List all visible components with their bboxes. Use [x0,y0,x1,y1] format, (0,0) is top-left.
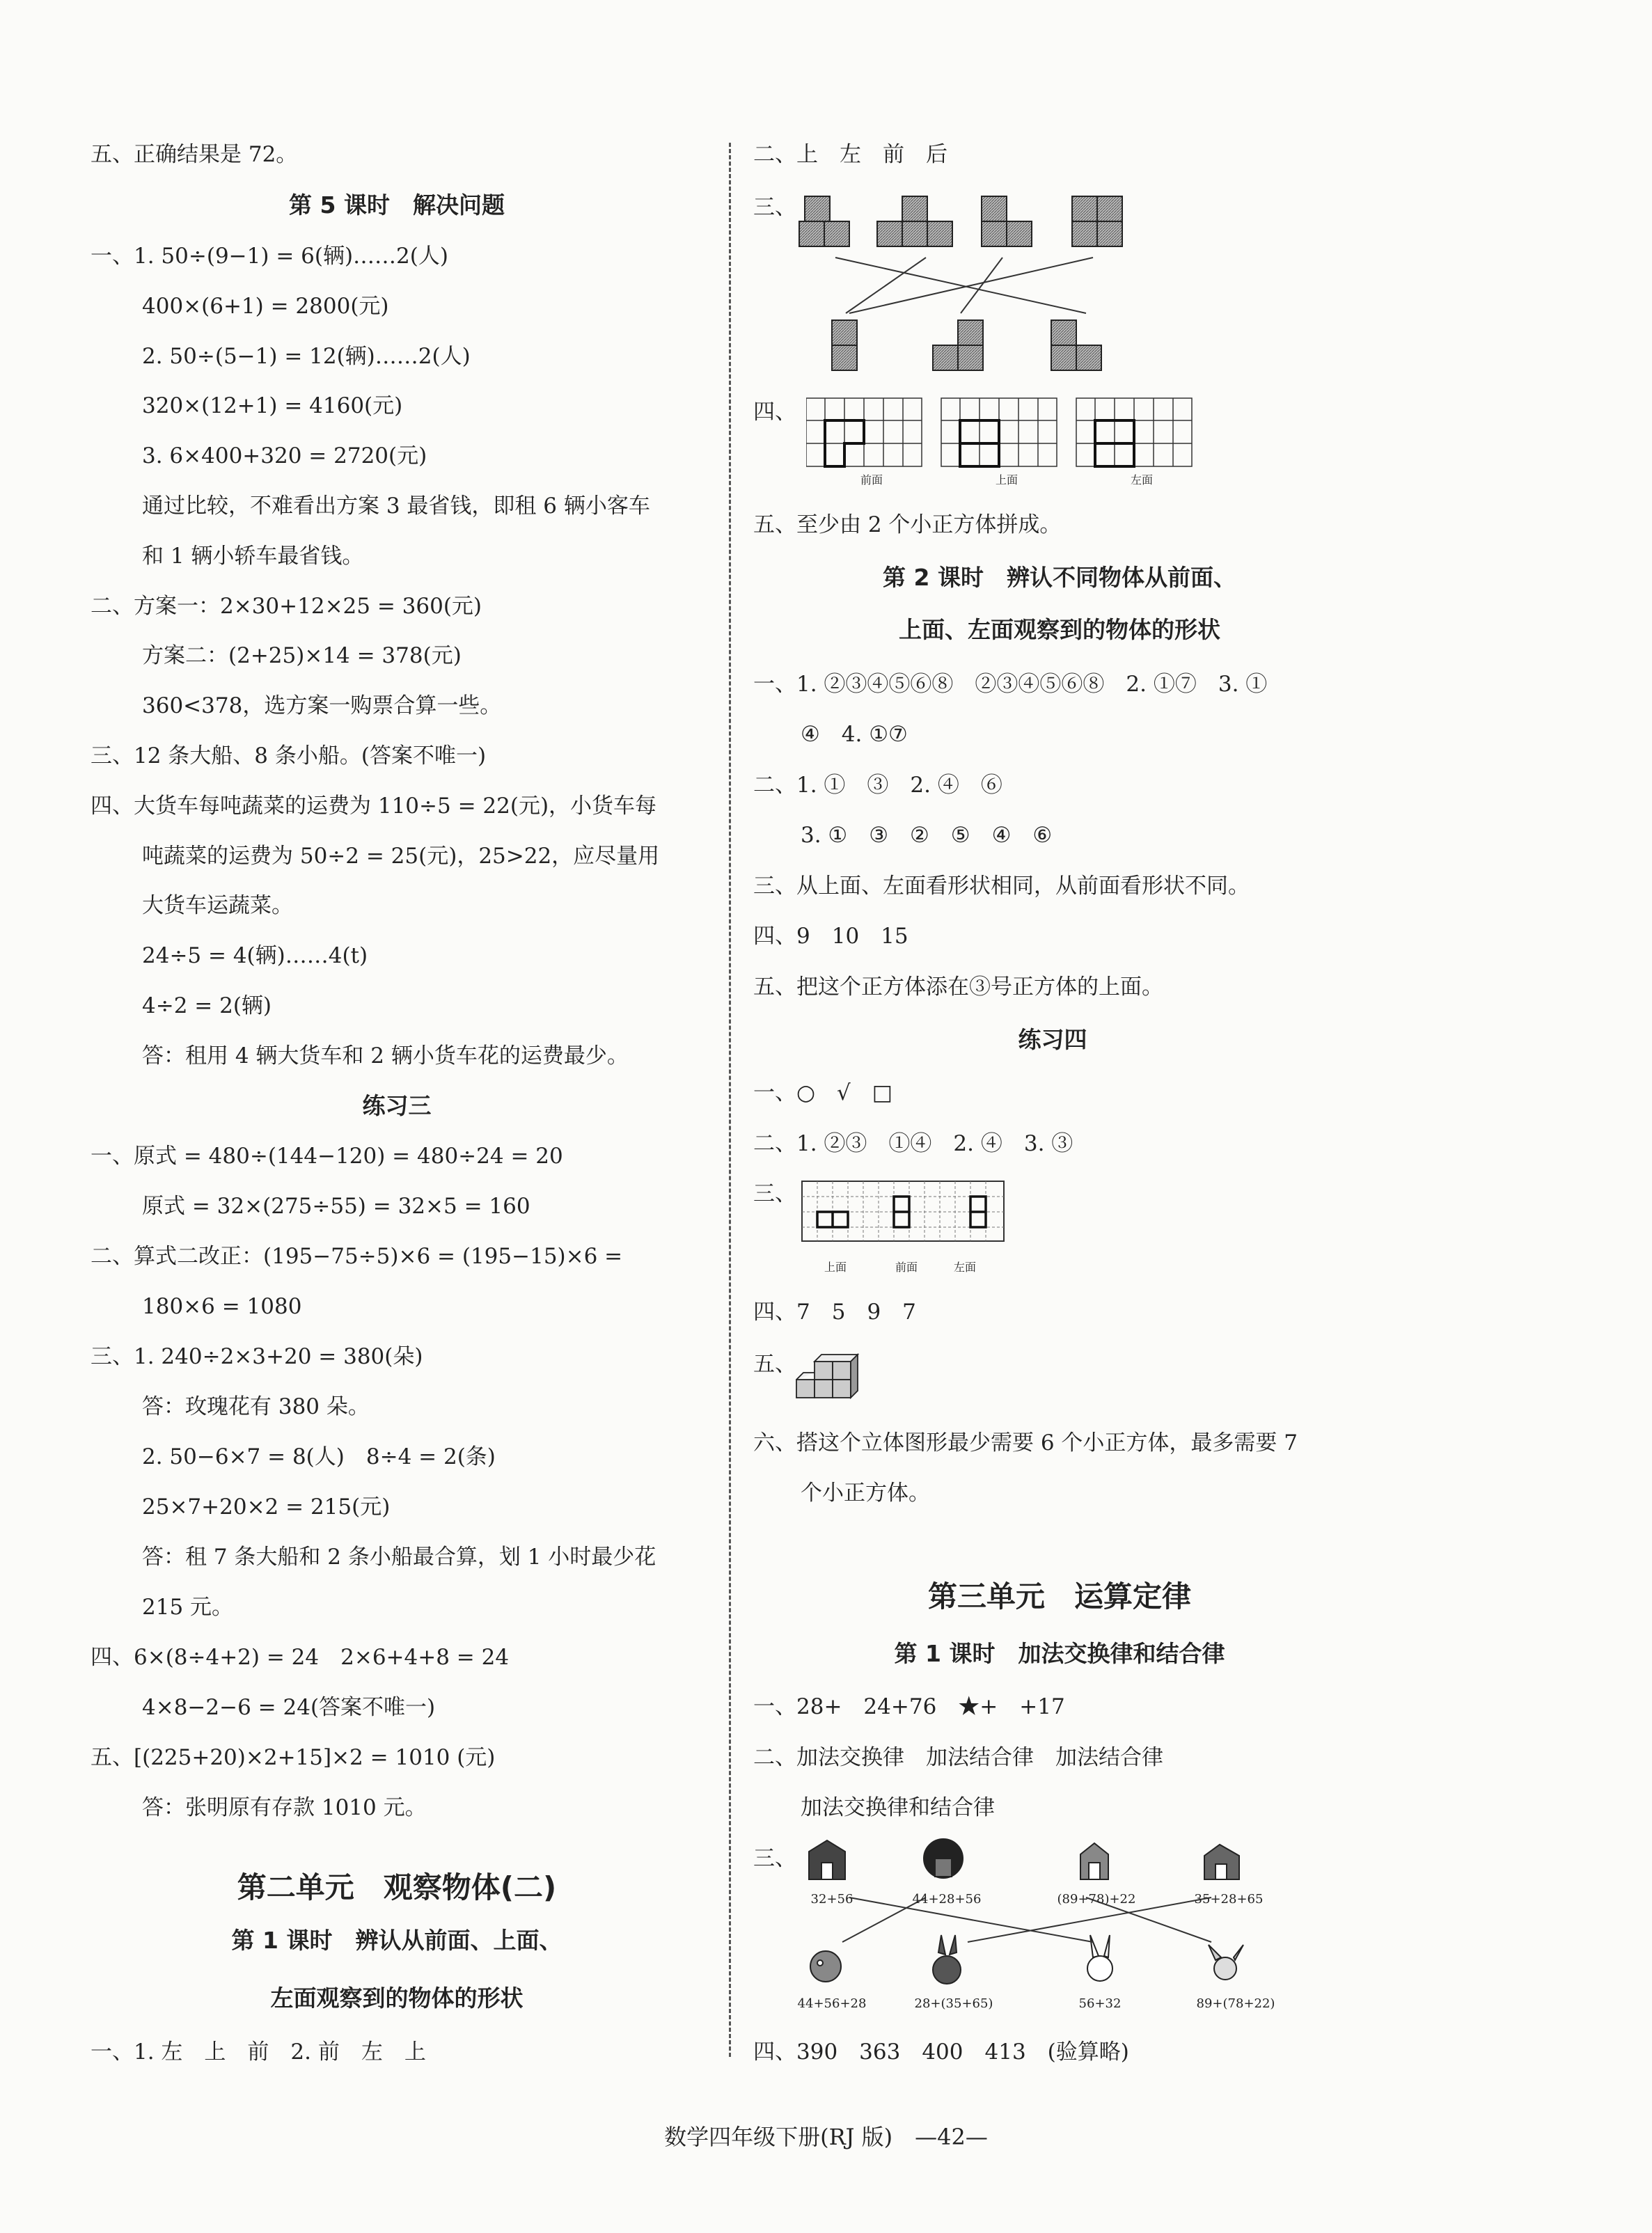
answer-line: 2. 50÷(5−1) = 12(辆)……2(人) [142,344,471,369]
grid-label: 前面 [895,1261,918,1274]
section-heading: 第 5 课时 解决问题 [289,191,505,219]
section-heading: 第 1 课时 加法交换律和结合律 [894,1640,1225,1667]
grid-label: 前面 [860,473,883,487]
top-expr: (89+78)+22 [1057,1892,1136,1907]
answer-line: 大货车运蔬菜。 [142,893,293,918]
answer-line: 答：张明原有存款 1010 元。 [142,1795,427,1820]
answer-line: 答：玫瑰花有 380 朵。 [142,1394,370,1419]
answer-line: 4÷2 = 2(辆) [142,993,272,1018]
answer-line: 3. 6×400+320 = 2720(元) [142,443,427,468]
answer-line: 25×7+20×2 = 215(元) [142,1494,391,1520]
answer-line: 五、至少由 2 个小正方体拼成。 [753,512,1062,537]
answer-line: 三、12 条大船、8 条小船。(答案不唯一) [91,743,487,768]
section-heading: 练习三 [362,1092,432,1119]
answer-line: 四、7 5 9 7 [753,1300,916,1325]
answer-line: 一、○ √ □ [753,1080,893,1105]
answer-line: 吨蔬菜的运费为 50÷2 = 25(元)，25>22，应尽量用 [142,844,660,869]
answer-line: 四、6×(8÷4+2) = 24 2×6+4+8 = 24 [91,1645,510,1670]
answer-line: 一、原式 = 480÷(144−120) = 480÷24 = 20 [91,1144,563,1169]
answer-line: 四、 [753,400,796,425]
answer-line: 320×(12+1) = 4160(元) [142,393,403,418]
answer-line: 个小正方体。 [801,1481,930,1506]
grid-label: 上面 [995,473,1018,487]
answer-line: 四、大货车每吨蔬菜的运费为 110÷5 = 22(元)，小货车每 [91,794,657,819]
grid-label: 上面 [824,1261,847,1274]
section-heading: 上面、左面观察到的物体的形状 [899,616,1220,643]
answer-line: 二、算式二改正：(195−75÷5)×6 = (195−15)×6 = [91,1244,623,1269]
stair-cubes-figure [794,1343,863,1406]
answer-line: 一、1. ②③④⑤⑥⑧ ②③④⑤⑥⑧ 2. ①⑦ 3. ① [753,672,1268,697]
answer-line: 二、加法交换律 加法结合律 加法结合律 [753,1745,1163,1770]
answer-line: 和 1 辆小轿车最省钱。 [142,544,364,569]
top-expr: 44+28+56 [912,1892,982,1907]
top-expr: 32+56 [810,1892,853,1907]
section-heading: 练习四 [1018,1026,1087,1053]
unit-title: 第二单元 观察物体(二) [237,1870,557,1904]
top-expr: 35+28+65 [1194,1892,1264,1907]
answer-line: ④ 4. ①⑦ [801,722,908,747]
answer-line: 4×8−2−6 = 24(答案不唯一) [142,1695,436,1720]
answer-line: 五、 [753,1352,796,1377]
unit-title: 第三单元 运算定律 [927,1579,1191,1613]
answer-line: 答：租 7 条大船和 2 条小船最合算，划 1 小时最少花 [142,1545,656,1570]
answer-line: 三、 [753,1181,796,1206]
answer-line: 二、方案一：2×30+12×25 = 360(元) [91,594,482,619]
answer-line: 二、1. ②③ ①④ 2. ④ 3. ③ [753,1131,1073,1156]
section-heading: 第 1 课时 辨认从前面、上面、 [231,1927,563,1954]
answer-line: 方案二：(2+25)×14 = 378(元) [142,643,462,668]
bottom-expr: 28+(35+65) [914,1996,993,2011]
grid-label: 左面 [1130,473,1153,487]
answer-line: 五、把这个正方体添在③号正方体的上面。 [753,975,1163,1000]
answer-line: 五、[(225+20)×2+15]×2 = 1010 (元) [91,1745,496,1770]
answer-line: 原式 = 32×(275÷55) = 32×5 = 160 [142,1194,530,1219]
answer-line: 360<378，选方案一购票合算一些。 [142,693,502,718]
answer-line: 五、正确结果是 72。 [91,142,298,167]
answer-line: 四、390 363 400 413 (验算略) [753,2039,1129,2065]
answer-line: 四、9 10 15 [753,924,908,949]
answer-line: 三、从上面、左面看形状相同，从前面看形状不同。 [753,874,1250,899]
answer-line: 通过比较，不难看出方案 3 最省钱，即租 6 辆小客车 [142,494,650,519]
answer-line: 一、1. 50÷(9−1) = 6(辆)……2(人) [91,244,448,269]
answer-line: 二、1. ① ③ 2. ④ ⑥ [753,773,1002,798]
answer-line: 2. 50−6×7 = 8(人) 8÷4 = 2(条) [142,1444,496,1469]
answer-line: 3. ① ③ ② ⑤ ④ ⑥ [801,823,1053,848]
answer-line: 二、上 左 前 后 [753,142,947,167]
answer-line: 答：租用 4 辆大货车和 2 辆小货车花的运费最少。 [142,1043,629,1068]
answer-line: 三、1. 240÷2×3+20 = 380(朵) [91,1344,423,1369]
column-divider [729,143,731,2057]
section-heading: 左面观察到的物体的形状 [270,1985,524,2012]
section-heading: 第 2 课时 辨认不同物体从前面、 [883,564,1236,591]
answer-line: 400×(6+1) = 2800(元) [142,294,389,319]
answer-line: 180×6 = 1080 [142,1294,302,1319]
bottom-expr: 56+32 [1078,1996,1122,2011]
answer-line: 加法交换律和结合律 [801,1795,995,1820]
answer-line: 215 元。 [142,1595,234,1620]
bottom-expr: 44+56+28 [797,1996,867,2011]
answer-line: 一、1. 左 上 前 2. 前 左 上 [91,2039,426,2065]
answer-line: 一、28+ 24+76 ★+ +17 [753,1694,1065,1719]
grid-label: 左面 [953,1261,976,1274]
answer-line: 六、搭这个立体图形最少需要 6 个小正方体，最多需要 7 [753,1430,1298,1455]
answer-line: 三、 [753,1846,796,1871]
answer-line: 24÷5 = 4(辆)……4(t) [142,943,368,968]
page-footer: 数学四年级下册(RJ 版) —42— [664,2124,988,2150]
cube-matching-figure [794,188,1156,383]
bottom-expr: 89+(78+22) [1196,1996,1275,2011]
dashed-view-grid [801,1180,1016,1256]
answer-line: 三、 [753,195,796,220]
